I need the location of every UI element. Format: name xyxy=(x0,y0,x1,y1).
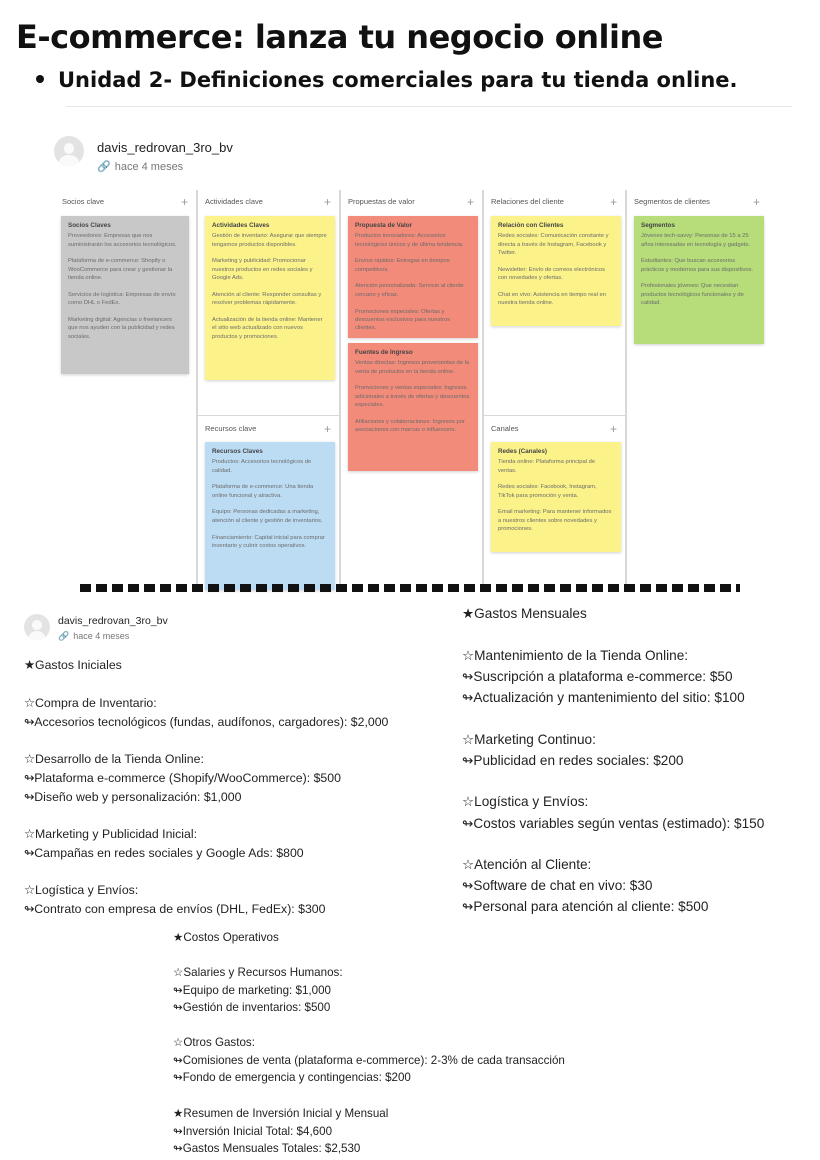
column-divider xyxy=(482,190,484,590)
category-label: ☆Mantenimiento de la Tienda Online: xyxy=(462,648,689,663)
note-title: Relación con Clientes xyxy=(498,222,564,229)
expense-item: ↬Suscripción a plataforma e-commerce: $50 xyxy=(462,669,733,684)
sticky-note-propuesta[interactable] xyxy=(348,216,478,338)
category-label: ☆Marketing y Publicidad Inicial: xyxy=(24,827,198,841)
post-author[interactable]: davis_redrovan_3ro_bv xyxy=(58,615,168,627)
expense-item: ↬Costos variables según ventas (estimado): $150 xyxy=(462,816,765,831)
post-time-text: hace 4 meses xyxy=(114,161,184,173)
column-divider xyxy=(339,190,341,590)
expense-item: ↬Contrato con empresa de envíos (DHL, FedEx): $300 xyxy=(24,902,326,916)
column-header-label: Segmentos de clientes xyxy=(634,197,710,206)
note-text: Gestión de inventario: Asegurar que siempre tengamos productos disponibles. Marketing y publicidad: Promocionar nuestros productos en redes sociales y Google Ads. Atención al cliente: Responder consultas y resolver problemas rápidamente. Actualización de la tienda online: Mantener el sitio web actualizado con nuevos productos y promociones. xyxy=(212,233,327,340)
category-label: ☆Otros Gastos: xyxy=(173,1036,255,1049)
summary-item: ↬Gastos Mensuales Totales: $2,530 xyxy=(173,1142,361,1155)
note-text: Jóvenes tech-savvy: Personas de 15 a 25 años interesadas en tecnología y gadgets. Estudiantes: Que buscan accesorios prácticos y modernos para sus dispositivos. Profesionales jóvenes: Que necesitan productos tecnológicos funcionales y de calidad. xyxy=(641,233,754,307)
expense-item: ↬Diseño web y personalización: $1,000 xyxy=(24,790,242,804)
post-timestamp xyxy=(97,160,183,173)
sticky-note-segmentos[interactable] xyxy=(634,216,764,344)
business-model-canvas xyxy=(55,190,768,590)
column-header-socios xyxy=(62,191,194,213)
column-header-recursos xyxy=(205,418,337,440)
note-title: Segmentos xyxy=(641,222,675,229)
note-title: Propuesta de Valor xyxy=(355,222,413,229)
post-time-text: hace 4 meses xyxy=(73,631,130,641)
expense-item: ↬Fondo de emergencia y contingencias: $200 xyxy=(173,1071,411,1084)
avatar[interactable] xyxy=(54,136,84,166)
note-text: Redes sociales: Comunicación constante y directa a través de Instagram, Facebook y Twitter. Newsletter: Envío de correos electrónicos con novedades y ofertas. Chat en vivo: Asistencia en tiempo real en nuestra tienda online. xyxy=(498,233,609,307)
add-note-icon[interactable]: + xyxy=(752,195,760,209)
expense-item: ↬Comisiones de venta (plataforma e-commerce): 2-3% de cada transacción xyxy=(173,1054,565,1067)
expense-item: ↬Plataforma e-commerce (Shopify/WooCommerce): $500 xyxy=(24,771,341,785)
category-label: ☆Logística y Envíos: xyxy=(462,794,589,809)
expense-item: ↬Software de chat en vivo: $30 xyxy=(462,878,653,893)
section-heading: ★Resumen de Inversión Inicial y Mensual xyxy=(173,1107,389,1120)
category-label: ☆Logística y Envíos: xyxy=(24,883,139,897)
column-header-label: Socios clave xyxy=(62,197,105,206)
sticky-note-redes[interactable] xyxy=(491,442,621,552)
add-note-icon[interactable]: + xyxy=(323,195,331,209)
sticky-note-recursos[interactable] xyxy=(205,442,335,590)
sticky-note-relacion[interactable] xyxy=(491,216,621,326)
sticky-note-socios[interactable] xyxy=(61,216,189,374)
note-text: Proveedores: Empresas que nos suministrarán los accesorios tecnológicos. Plataforma de e-commerce: Shopify o WooCommerce para crear y gestionar la tienda online. Servicios de logística: Empresas de envío como DHL o FedEx. Marketing digital: Agencias o freelancers que nos ayuden con la publicidad y redes sociales. xyxy=(68,233,177,340)
add-note-icon[interactable]: + xyxy=(180,195,188,209)
column-divider xyxy=(625,190,627,590)
column-header-label: Propuestas de valor xyxy=(348,197,415,206)
page-title: E-commerce: lanza tu negocio online xyxy=(16,18,663,56)
expense-item: ↬Equipo de marketing: $1,000 xyxy=(173,984,331,997)
section-heading: ★Gastos Iniciales xyxy=(24,658,122,672)
note-title: Actividades Claves xyxy=(212,222,270,229)
divider xyxy=(66,106,792,107)
note-title: Fuentes de Ingreso xyxy=(355,349,413,356)
section-heading: ★Gastos Mensuales xyxy=(462,606,587,621)
sticky-note-actividades[interactable] xyxy=(205,216,335,380)
add-note-icon[interactable]: + xyxy=(609,195,617,209)
row-divider xyxy=(484,415,625,416)
expense-item: ↬Campañas en redes sociales y Google Ads: $800 xyxy=(24,846,304,860)
attachment-icon: 🔗 xyxy=(58,631,70,641)
expense-item: ↬Personal para atención al cliente: $500 xyxy=(462,899,709,914)
note-text: Tienda online: Plataforma principal de ventas. Redes sociales: Facebook, Instagram, TikTok para promoción y venta. Email marketing: Para mantener informados a nuestros clientes sobre novedades y promociones. xyxy=(498,459,612,533)
note-text: Productos innovadores: Accesorios tecnológicos únicos y de última tendencia. Envíos rápidos: Entregas en tiempos competitivos. Atención personalizada: Servicio al cliente cercano y eficaz. Promociones especiales: Ofertas y descuentos exclusivos para nuestros clientes. xyxy=(355,233,464,332)
column-header-label: Recursos clave xyxy=(205,424,257,433)
sticky-note-fuentes[interactable] xyxy=(348,343,478,471)
avatar[interactable] xyxy=(24,614,50,640)
add-note-icon[interactable]: + xyxy=(466,195,474,209)
page-subtitle xyxy=(36,68,738,92)
expense-item: ↬Actualización y mantenimiento del sitio: $100 xyxy=(462,690,745,705)
category-label: ☆Compra de Inventario: xyxy=(24,696,157,710)
attachment-icon: 🔗 xyxy=(97,161,111,173)
post-author[interactable]: davis_redrovan_3ro_bv xyxy=(97,140,233,155)
row-divider xyxy=(198,415,339,416)
category-label: ☆Desarrollo de la Tienda Online: xyxy=(24,752,204,766)
expense-item: ↬Gestión de inventarios: $500 xyxy=(173,1001,331,1014)
category-label: ☆Salaries y Recursos Humanos: xyxy=(173,966,343,979)
column-divider xyxy=(196,190,198,590)
add-note-icon[interactable]: + xyxy=(609,422,617,436)
post-timestamp xyxy=(58,631,129,642)
column-header-relaciones xyxy=(491,191,623,213)
bullet-icon xyxy=(36,75,44,83)
column-header-label: Canales xyxy=(491,424,519,433)
page-subtitle-text: Unidad 2- Definiciones comerciales para tu tienda online. xyxy=(58,68,738,92)
note-title: Recursos Claves xyxy=(212,448,263,455)
note-title: Redes (Canales) xyxy=(498,448,547,455)
note-text: Ventas directas: Ingresos provenientes de la venta de productos en la tienda online. Promociones y ventas especiales: Ingresos adicionales a través de ofertas y descuentos especiales. Afiliaciones y colaboraciones: Ingresos por asociaciones con marcas o influencers. xyxy=(355,360,470,434)
note-title: Socios Claves xyxy=(68,222,111,229)
column-header-label: Relaciones del cliente xyxy=(491,197,564,206)
expense-item: ↬Accesorios tecnológicos (fundas, audífonos, cargadores): $2,000 xyxy=(24,715,389,729)
category-label: ☆Marketing Continuo: xyxy=(462,732,596,747)
dashed-separator xyxy=(80,584,740,592)
column-header-label: Actividades clave xyxy=(205,197,263,206)
category-label: ☆Atención al Cliente: xyxy=(462,857,592,872)
note-text: Productos: Accesorios tecnológicos de calidad. Plataforma de e-commerce: Una tienda online funcional y atractiva. Equipo: Personas dedicadas a marketing, atención al cliente y gestión de inventarios. Financiamiento: Capital inicial para comprar inventario y cubrir costos operativos. xyxy=(212,459,325,550)
expense-item: ↬Publicidad en redes sociales: $200 xyxy=(462,753,684,768)
column-header-propuestas xyxy=(348,191,480,213)
column-header-segmentos xyxy=(634,191,766,213)
add-note-icon[interactable]: + xyxy=(323,422,331,436)
column-header-canales xyxy=(491,418,623,440)
column-header-actividades xyxy=(205,191,337,213)
summary-item: ↬Inversión Inicial Total: $4,600 xyxy=(173,1125,333,1138)
section-heading: ★Costos Operativos xyxy=(173,931,279,944)
